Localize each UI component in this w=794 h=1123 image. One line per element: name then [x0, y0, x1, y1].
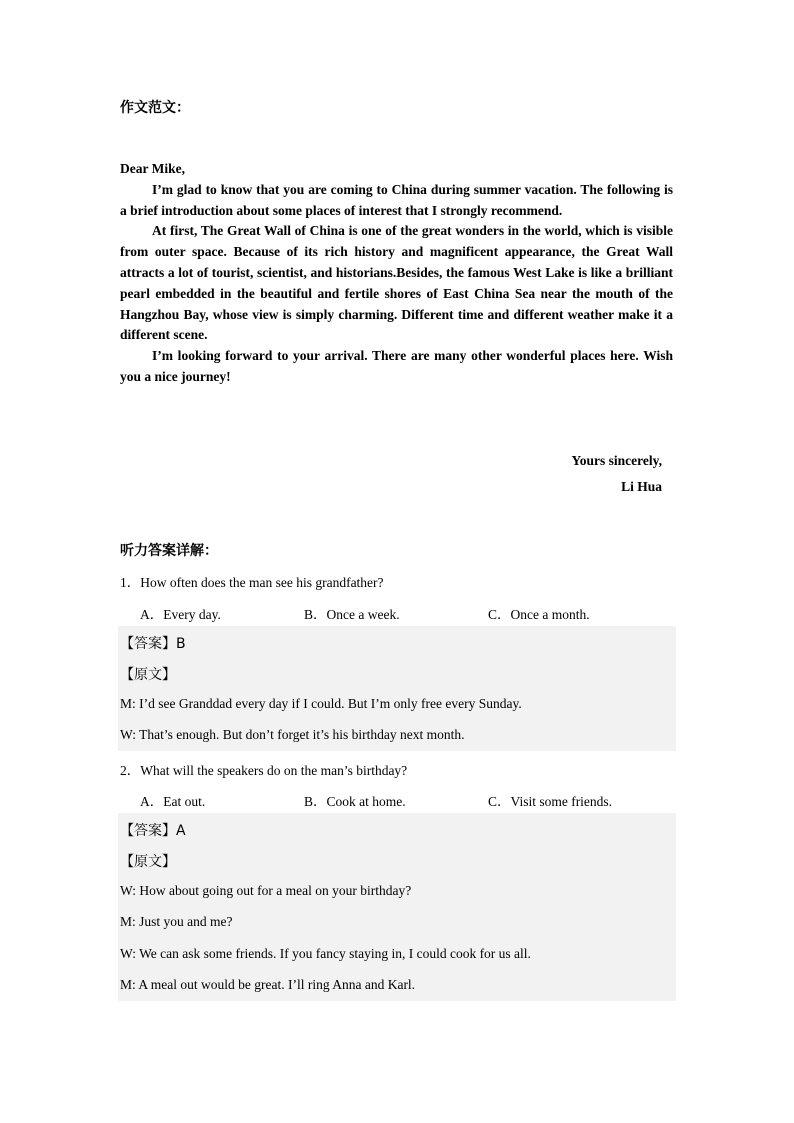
essay-heading: 作文范文：: [120, 100, 190, 116]
letter-closing: Yours sincerely,: [571, 453, 662, 468]
answer-1: [120, 633, 186, 653]
letter-paragraph: At first, The Great Wall of China is one of the great wonders in the world, which is visible from outer space. Because of its rich history and magnificent appearance, the Great Wall attracts a lot of tourist, scientist, and historians.Besides, the famous West Lake is like a brilliant pearl embedded in the beautiful and fertile shores of East China Sea near the mouth of the Hangzhou Bay, whose view is simply charming. Different time and different weather make it a different scene.: [120, 223, 673, 343]
question-2-options: [140, 790, 680, 810]
transcript-label-text: 【原文】: [120, 667, 176, 683]
model-letter: [120, 159, 673, 388]
transcript-line: M: I’d see Granddad every day if I could. But I’m only free every Sunday.: [120, 696, 522, 711]
transcript-label-text: 【原文】: [120, 854, 176, 870]
letter-paragraph: I’m glad to know that you are coming to China during summer vacation. The following is a brief introduction about some places of interest that I strongly recommend.: [120, 181, 673, 218]
transcript-line: W: How about going out for a meal on your birthday?: [120, 883, 412, 898]
answer-text: 【答案】A: [120, 823, 186, 839]
transcript-label-2: [120, 851, 176, 871]
question-1: 1．How often does the man see his grandfather?: [120, 575, 384, 590]
transcript-line: M: A meal out would be great. I’ll ring Anna and Karl.: [120, 977, 416, 992]
letter-signature: Li Hua: [621, 479, 662, 494]
question-1-options: [140, 603, 680, 623]
transcript-line: M: Just you and me?: [120, 914, 233, 929]
option-a: A．Every day.: [140, 607, 221, 622]
transcript-label-1: [120, 664, 176, 684]
answer-block-2: [118, 813, 676, 1001]
option-c: C．Visit some friends.: [488, 794, 613, 809]
option-b: B．Once a week.: [304, 607, 400, 622]
listening-heading: 听力答案详解：: [120, 543, 218, 559]
answer-text: 【答案】B: [120, 636, 186, 652]
transcript-line: W: We can ask some friends. If you fancy staying in, I could cook for us all.: [120, 946, 531, 961]
answer-2: [120, 820, 186, 840]
option-a: A．Eat out.: [140, 794, 206, 809]
letter-greeting: Dear Mike,: [120, 161, 185, 176]
question-2: 2．What will the speakers do on the man’s birthday?: [120, 763, 408, 778]
option-b: B．Cook at home.: [304, 794, 406, 809]
letter-paragraph: I’m looking forward to your arrival. There are many other wonderful places here. Wish you a nice journey!: [120, 348, 673, 384]
transcript-line: W: That’s enough. But don’t forget it’s his birthday next month.: [120, 727, 465, 742]
option-c: C．Once a month.: [488, 607, 590, 622]
